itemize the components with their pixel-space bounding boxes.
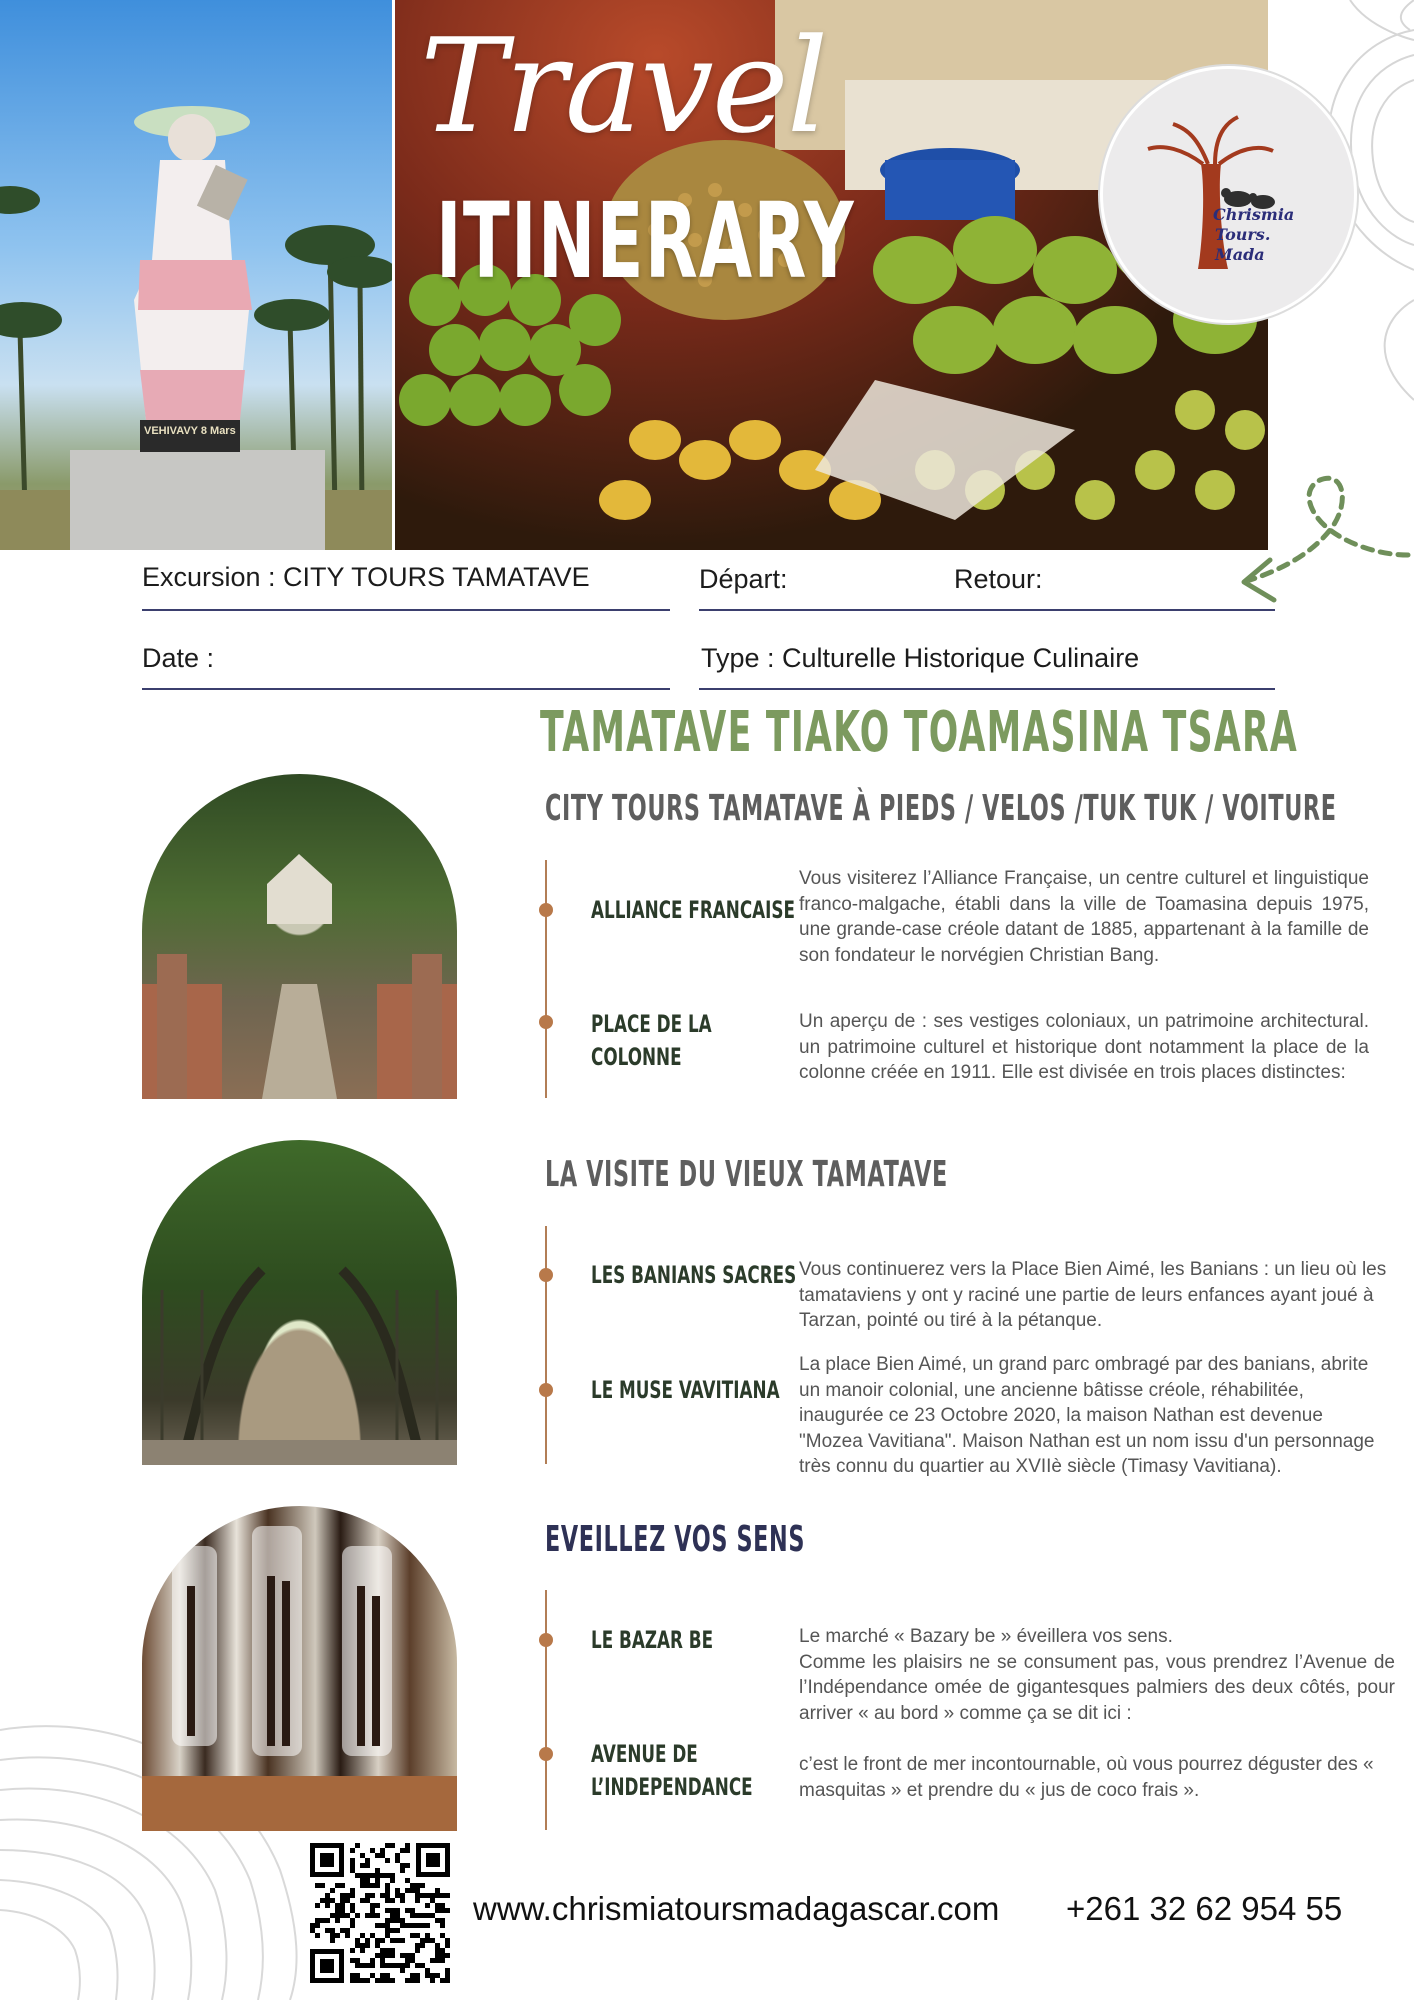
title-travel-script: Travel	[420, 10, 827, 162]
logo-name-line2: Tours. Mada	[1215, 225, 1271, 264]
place-avenue-independance-line2: L’INDEPENDANCE	[591, 1773, 753, 1801]
date-field: Date :	[142, 643, 215, 673]
title-itinerary: ITINERARY	[436, 180, 855, 302]
desc-le-bazar-be	[799, 1624, 1395, 1726]
date-underline	[142, 688, 670, 690]
desc-les-banians-sacres: Vous continuerez vers la Place Bien Aimé, les Banians : un lieu où les tamataviens y ont y raciné une partie de leurs enfances ayant joué à Tarzan, pointé ou tiré à la pétanque.	[799, 1259, 1387, 1331]
type-underline	[699, 688, 1275, 690]
qr-code[interactable]	[310, 1843, 450, 1983]
place-alliance-francaise: ALLIANCE FRANCAISE	[591, 896, 796, 924]
desc-le-bazar-be-body: Comme les plaisirs ne se consument pas, vous prendrez l’Avenue de l’Indépendance omée de gigantesques palmiers des deux côtés, pour arriver « au bord » comme ça se dit ici :	[799, 1651, 1395, 1724]
dashed-arrow-icon	[1230, 460, 1414, 620]
qr-code-graphic	[310, 1843, 450, 1983]
type-field: Type : Culturelle Historique Culinaire	[701, 643, 1140, 673]
timeline-line	[545, 1226, 547, 1464]
banyan-trees-illustration	[142, 1140, 457, 1465]
timeline-line	[545, 1590, 547, 1830]
desc-le-bazar-be-line1: Le marché « Bazary be » éveillera vos sens.	[799, 1626, 1173, 1647]
website-link[interactable]: www.chrismiatoursmadagascar.com	[473, 1890, 1000, 1927]
timeline-line	[545, 860, 547, 1098]
place-les-banians-sacres: LES BANIANS SACRES	[591, 1261, 797, 1289]
alliance-francaise-photo	[142, 774, 457, 1099]
desc-place-de-la-colonne: Un aperçu de : ses vestiges coloniaux, un patrimoine architectural. un patrimoine culturel et historique dont notamment la place de la colonne créée en 1911. Elle est divisée en trois places distinctes:	[799, 1011, 1369, 1083]
excursion-field: Excursion : CITY TOURS TAMATAVE	[142, 562, 590, 592]
retour-field: Retour:	[954, 564, 1043, 594]
place-avenue-independance-line1: AVENUE DE	[591, 1740, 698, 1768]
place-de-la-colonne	[591, 1008, 712, 1074]
statue-plaque: VEHIVAVY 8 Mars	[144, 425, 236, 437]
vanilla-bags-illustration	[142, 1506, 457, 1831]
place-le-bazar-be: LE BAZAR BE	[591, 1626, 714, 1654]
depart-retour-underline	[699, 609, 1275, 611]
timeline-dot	[539, 1015, 553, 1029]
timeline-dot	[539, 903, 553, 917]
logo-name	[1175, 205, 1325, 265]
statue-illustration	[0, 0, 392, 550]
place-avenue-independance	[591, 1738, 753, 1804]
place-de-la-colonne-line1: PLACE DE LA	[591, 1010, 712, 1038]
timeline-dot	[539, 1747, 553, 1761]
desc-alliance-francaise: Vous visiterez l’Alliance Française, un centre culturel et linguistique franco-malgache, établi dans la ville de Toamasina depuis 1975, une grande-case créole datant de 1885, appartenant à la famille de son fondateur le norvégien Christian Bang.	[799, 868, 1369, 966]
section-heading-eveillez-vos-sens: EVEILLEZ VOS SENS	[545, 1519, 806, 1560]
garden-gate-illustration	[142, 774, 457, 1099]
desc-le-muse-vavitiana: La place Bien Aimé, un grand parc ombragé par des banians, abrite un manoir colonial, une ancienne bâtisse créole, réhabilitée, inaugurée ce 23 Octobre 2020, la maison Nathan est devenue "Mozea Vavitiana". Maison Nathan est un nom issu d'un personnage très connu du quartier au XVIIè siècle (Timasy Vavitiana).	[799, 1354, 1375, 1477]
main-title: TAMATAVE TIAKO TOAMASINA TSARA	[540, 700, 1299, 765]
logo-name-line1: Chrismia	[1213, 205, 1295, 224]
phone-number[interactable]: +261 32 62 954 55	[1066, 1890, 1343, 1927]
timeline-dot	[539, 1383, 553, 1397]
place-le-muse-vavitiana: LE MUSE VAVITIANA	[591, 1376, 780, 1404]
depart-field: Départ:	[699, 564, 788, 594]
place-de-la-colonne-line2: COLONNE	[591, 1043, 682, 1071]
banians-photo	[142, 1140, 457, 1465]
desc-avenue-independance: c’est le front de mer incontournable, où vous pourrez déguster des « masquitas » et prendre du « jus de coco frais ».	[799, 1754, 1374, 1801]
excursion-underline	[142, 609, 670, 611]
section-heading-vieux-tamatave: LA VISITE DU VIEUX TAMATAVE	[545, 1154, 948, 1195]
timeline-dot	[539, 1633, 553, 1647]
timeline-dot	[539, 1268, 553, 1282]
statue-photo	[0, 0, 392, 550]
bazar-be-vanilla-photo	[142, 1506, 457, 1831]
company-logo	[1100, 66, 1357, 323]
section-heading-city-tours: CITY TOURS TAMATAVE À PIEDS / VELOS /TUK TUK / VOITURE	[545, 788, 1337, 829]
baobab-tree-icon	[1103, 69, 1360, 326]
